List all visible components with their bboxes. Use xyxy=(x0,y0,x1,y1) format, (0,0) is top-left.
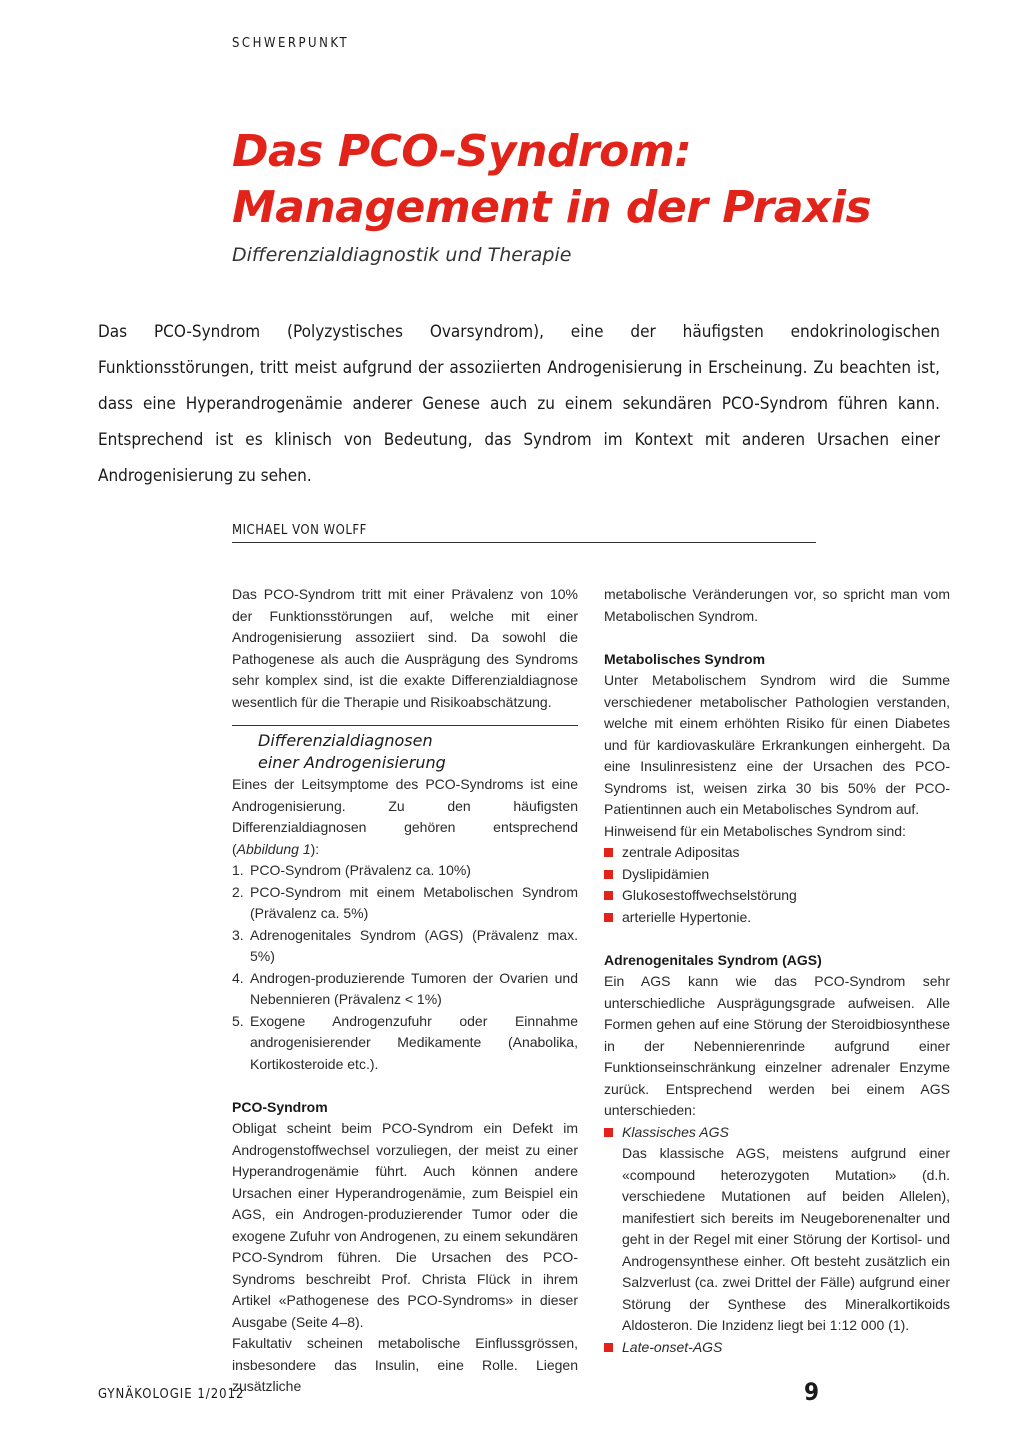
list-text: Exogene Androgenzufuhr oder Einnahme androgenisierender Medikamente (Anabolika, Kortikosteroide etc.). xyxy=(250,1012,578,1072)
ags-heading: Adrenogenitales Syndrom (AGS) xyxy=(604,951,822,968)
figure-reference: Abbildung 1 xyxy=(236,840,311,857)
left-column xyxy=(232,584,578,1398)
red-square-bullet-icon xyxy=(604,870,613,879)
red-square-bullet-icon xyxy=(604,1343,613,1352)
list-text: PCO-Syndrom (Prävalenz ca. 10%) xyxy=(250,862,471,878)
right-column xyxy=(604,584,950,1358)
dd-paragraph xyxy=(232,774,578,860)
title-line-1: Das PCO-Syndrom: xyxy=(232,126,692,177)
list-item xyxy=(604,885,950,907)
dd-text-end: ): xyxy=(310,840,320,857)
lead-paragraph: Das PCO-Syndrom (Polyzystisches Ovarsyndrom), eine der häufigsten endokrinologischen Funktionsstörungen, tritt meist aufgrund der assoziierten Androgenisierung in Erscheinung. Zu beachten ist, dass eine Hyperandrogenämie anderer Genese auch zu einem sekundären PCO-Syndrom führen kann. Entsprechend ist es klinisch von Bedeutung, das Syndrom im Kontext mit anderen Ursachen einer Androgenisierung zu sehen. xyxy=(98,322,940,486)
box-heading xyxy=(232,725,578,774)
title-line-2: Management in der Praxis xyxy=(232,182,872,233)
list-item xyxy=(232,925,578,968)
page-number: 9 xyxy=(804,1378,820,1406)
list-item xyxy=(604,907,950,929)
list-text: Glukosestoffwechselstörung xyxy=(622,887,797,903)
list-number: 5. xyxy=(232,1012,244,1029)
ags-list xyxy=(604,1122,950,1359)
list-text: Dyslipidämien xyxy=(622,865,710,882)
list-item xyxy=(604,864,950,886)
list-number: 3. xyxy=(232,926,244,943)
ms-heading: Metabolisches Syndrom xyxy=(604,650,766,667)
ms-paragraph-2: Hinweisend für ein Metabolisches Syndrom sind: xyxy=(604,822,906,839)
box-heading-line-1: Differenzialdiagnosen xyxy=(258,731,433,750)
list-text: zentrale Adipositas xyxy=(622,844,740,860)
article-title xyxy=(232,124,871,236)
list-number: 1. xyxy=(232,862,244,878)
list-item xyxy=(232,1011,578,1076)
list-item xyxy=(232,860,578,882)
article-subtitle: Differenzialdiagnostik und Therapie xyxy=(232,244,572,266)
list-number: 2. xyxy=(232,883,244,900)
dd-text: Eines der Leitsymptome des PCO-Syndroms ist eine Androgenisierung. Zu den häufigsten Differenzialdiagnosen gehören entsprechend ( xyxy=(232,776,578,857)
list-item xyxy=(604,842,950,864)
list-text: PCO-Syndrom mit einem Metabolischen Syndrom (Prävalenz ca. 5%) xyxy=(250,883,578,921)
list-text: Androgen-produzierende Tumoren der Ovarien und Nebennieren (Prävalenz < 1%) xyxy=(250,969,578,1007)
list-item xyxy=(604,1337,950,1359)
pco-heading: PCO-Syndrom xyxy=(232,1098,328,1115)
ags-item-text: Das klassische AGS, meistens aufgrund einer «compound heterozygoten Mutation» (d.h. verschiedene Mutationen auf beiden Allelen), manifestiert sich bereits im Neugeborenenalter und geht in der Regel mit einer Störung der Kortisol- und Androgensynthese einher. Oft besteht zusätzlich ein Salzverlust (ca. zwei Drittel der Fälle) aufgrund einer Störung der Synthese des Mineralkortikoids Aldosteron. Die Inzidenz liegt bei 1:12 000 (1). xyxy=(622,1145,950,1333)
red-square-bullet-icon xyxy=(604,913,613,922)
box-heading-line-2: einer Androgenisierung xyxy=(258,753,446,772)
ags-paragraph: Ein AGS kann wie das PCO-Syndrom sehr unterschiedliche Ausprägungsgrade aufweisen. Alle Formen gehen auf eine Störung der Steroidbiosynthese in der Nebennierenrinde aufgrund einer Funktionseinschränkung einzelner adrenaler Enzyme zurück. Entsprechend werden bei einem AGS unterschieden: xyxy=(604,973,950,1118)
ms-paragraph-1: Unter Metabolischem Syndrom wird die Summe verschiedener metabolischer Pathologien verstanden, welche mit einem erhöhten Risiko für einen Diabetes und für kardiovaskuläre Erkrankungen einhergeht. Da eine Insulinresistenz eine der Ursachen des PCO-Syndroms ist, weisen zirka 30 bis 50% der PCO-Patientinnen auch ein Metabolisches Syndrom auf. xyxy=(604,672,950,817)
ags-item-title: Late-onset-AGS xyxy=(622,1338,723,1355)
ms-list xyxy=(604,842,950,928)
list-item xyxy=(232,882,578,925)
ags-item-title: Klassisches AGS xyxy=(622,1123,729,1140)
red-square-bullet-icon xyxy=(604,891,613,900)
section-label: SCHWERPUNKT xyxy=(232,36,350,51)
pco-paragraph-2: Fakultativ scheinen metabolische Einflussgrössen, insbesondere das Insulin, eine Rolle. Liegen zusätzliche xyxy=(232,1335,578,1394)
list-text: Adrenogenitales Syndrom (AGS) (Prävalenz max. 5%) xyxy=(250,926,578,964)
list-item xyxy=(604,1122,950,1337)
differential-list xyxy=(232,860,578,1075)
continued-paragraph: metabolische Veränderungen vor, so spricht man vom Metabolischen Syndrom. xyxy=(604,586,950,624)
list-text: arterielle Hypertonie. xyxy=(622,908,752,925)
intro-paragraph: Das PCO-Syndrom tritt mit einer Prävalenz von 10% der Funktionsstörungen auf, welche mit einer Androgenisierung assoziiert sind. Da sowohl die Pathogenese als auch die Ausprägung des Syndroms sehr komplex sind, ist die exakte Differenzialdiagnose wesentlich für die Therapie und Risikoabschätzung. xyxy=(232,586,578,710)
author-byline: MICHAEL VON WOLFF xyxy=(232,523,816,543)
journal-footer: GYNÄKOLOGIE 1/2012 xyxy=(98,1387,245,1402)
red-square-bullet-icon xyxy=(604,1128,613,1137)
list-item xyxy=(232,968,578,1011)
red-square-bullet-icon xyxy=(604,848,613,857)
pco-paragraph-1: Obligat scheint beim PCO-Syndrom ein Defekt im Androgenstoffwechsel vorzuliegen, der meist zu einer Hyperandrogenämie führt. Auch können andere Ursachen einer Hyperandrogenämie, zum Beispiel ein AGS, ein Androgen-produzierender Tumor oder die exogene Zufuhr von Androgenen, zu einem sekundären PCO-Syndrom führen. Die Ursachen des PCO-Syndroms beschreibt Prof. Christa Flück in ihrem Artikel «Pathogenese des PCO-Syndroms» in dieser Ausgabe (Seite 4–8). xyxy=(232,1120,578,1330)
list-number: 4. xyxy=(232,969,244,986)
